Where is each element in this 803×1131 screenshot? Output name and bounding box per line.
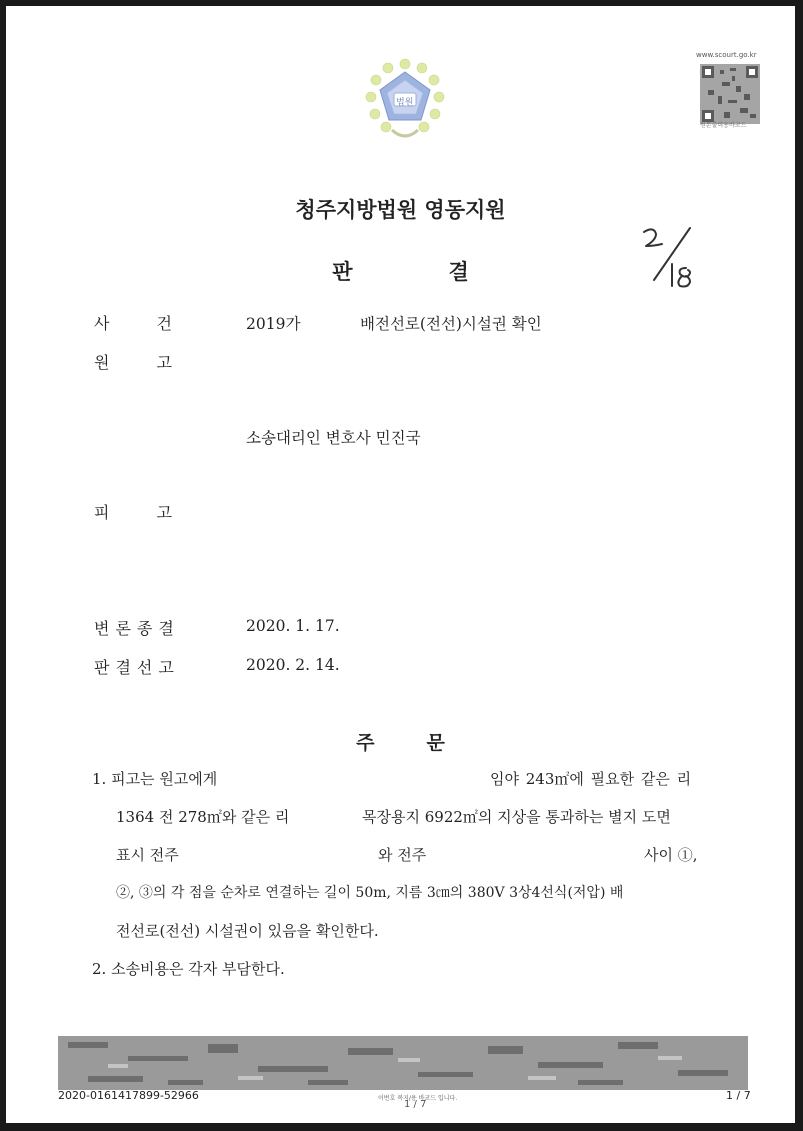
ruling-date: 2020. 2. 14. — [246, 656, 340, 674]
case-label: 사 건 — [94, 314, 172, 333]
case-number: 2019가 — [246, 315, 301, 333]
order-line: ②, ③의 각 점을 순차로 연결하는 길이 50m, 지름 3㎝의 380V 3상4선식(저압) 배 — [116, 885, 624, 901]
emblem-label: 법원 — [396, 98, 414, 108]
case-name: 배전선로(전선)시설권 확인 — [360, 315, 542, 333]
footer-note: 이번호 복지/용 바코드 입니다. — [378, 1095, 458, 1102]
order-line: 1364 전 278㎡와 같은 리 — [116, 808, 290, 826]
order-line: 표시 전주 — [116, 846, 179, 864]
page-number: 1 / 7 — [726, 1089, 751, 1102]
defendant-label: 피 고 — [94, 503, 172, 522]
order-line: 사이 ①, — [644, 846, 698, 864]
document-barcode-icon — [58, 1036, 748, 1090]
order-line: 목장용지 6922㎡의 지상을 통과하는 별지 도면 — [362, 808, 671, 826]
document-title: 판결 — [332, 260, 565, 284]
order-line: 1. 피고는 원고에게 — [92, 770, 218, 788]
document-id: 2020-0161417899-52966 — [58, 1089, 199, 1102]
order-heading: 주문 — [356, 732, 497, 754]
order-line: 전선로(전선) 시설권이 있음을 확인한다. — [116, 922, 379, 940]
closing-label: 변론종결 — [94, 619, 180, 638]
plaintiff-counsel: 소송대리인 변호사 민진국 — [246, 429, 421, 447]
order-line: 2. 소송비용은 각자 부담한다. — [92, 960, 285, 978]
footer-middle-page: 1 / 7 — [404, 1099, 427, 1110]
order-line: 임야 243㎡에 필요한 같은 리 — [490, 770, 692, 788]
qr-code-icon — [700, 64, 760, 124]
court-name: 청주지방법원 영동지원 — [295, 198, 506, 222]
qr-caption: 원본출력용바코드 — [700, 122, 747, 129]
document-page — [6, 6, 795, 1123]
ruling-label: 판결선고 — [94, 658, 180, 677]
qr-url: www.scourt.go.kr — [696, 51, 757, 59]
order-line: 와 전주 — [378, 846, 427, 864]
closing-date: 2020. 1. 17. — [246, 617, 340, 635]
plaintiff-label: 원 고 — [94, 353, 172, 372]
handwritten-note-icon — [632, 224, 702, 292]
